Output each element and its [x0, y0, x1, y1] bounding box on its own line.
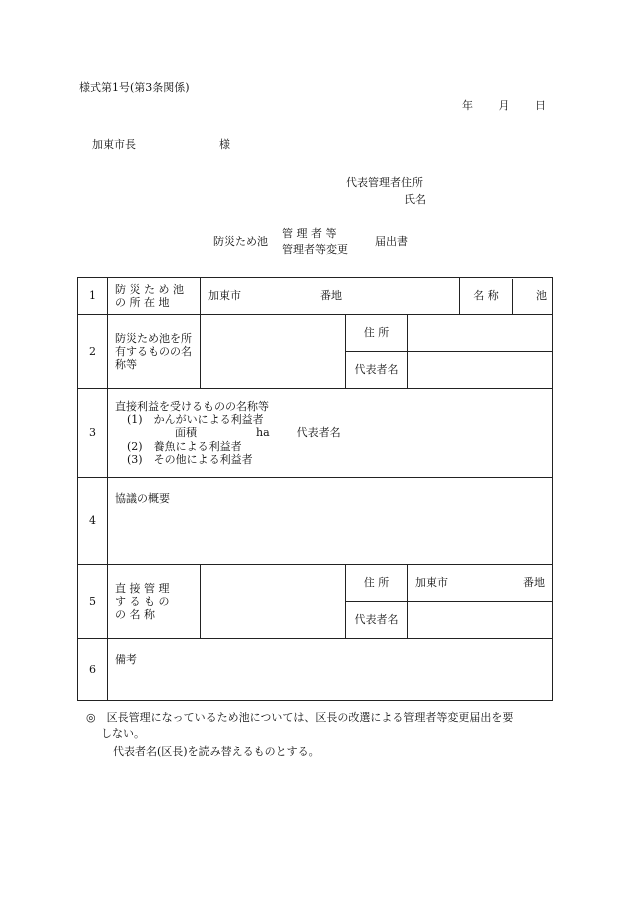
beneficiaries-heading: 直接利益を受けるものの名称等: [115, 400, 269, 414]
city-label: 加東市: [415, 576, 448, 590]
date-month-label: 月: [498, 99, 510, 112]
declaration-table: [77, 277, 553, 701]
owner-label-line2: 有するものの名: [115, 344, 192, 358]
owner-name-value[interactable]: [201, 315, 346, 389]
owner-address-value[interactable]: [408, 315, 553, 352]
submitter-address-label: 代表管理者住所: [346, 176, 423, 189]
row-pond-location: [78, 278, 553, 315]
beneficiary-item-fishery: (2) 養魚による利益者: [127, 439, 242, 453]
row-number: 5: [78, 565, 108, 639]
note-line-1: ◎ 区長管理になっているため池については、区長の改選による管理者等変更届出を要: [86, 711, 514, 724]
pond-name-cell[interactable]: [460, 278, 553, 315]
row-number: 1: [78, 278, 108, 315]
row-consultation: [78, 478, 553, 565]
row-number: 2: [78, 315, 108, 389]
row-number: 6: [78, 639, 108, 701]
owner-label-line1: 防災ため池を所: [115, 331, 192, 345]
title-prefix: 防災ため池: [213, 235, 268, 248]
pond-location-label-line1: 防 災 た め 池: [115, 282, 184, 296]
row-beneficiaries: [78, 389, 553, 478]
banchi-label: 番地: [523, 576, 546, 590]
direct-manager-address-value[interactable]: [408, 565, 553, 602]
row-number: 3: [78, 389, 108, 478]
beneficiary-item-irrigation: (1) かんがいによる利益者: [127, 413, 264, 427]
title-suffix: 届出書: [375, 235, 408, 248]
direct-manager-label: [108, 565, 201, 639]
area-label: 面積: [175, 426, 197, 440]
beneficiary-item-other: (3) その他による利益者: [127, 452, 253, 466]
owner-label: [108, 315, 201, 389]
form-number: 様式第1号(第3条関係): [79, 81, 190, 94]
remarks-cell[interactable]: [108, 639, 553, 701]
title-option-top: [282, 227, 365, 240]
addressee-honorific: 様: [219, 138, 230, 151]
direct-manager-label-line2: す る も の: [115, 594, 170, 608]
row-owner: [78, 315, 553, 352]
owner-rep-value[interactable]: [408, 352, 553, 389]
consultation-heading: 協議の概要: [115, 492, 170, 505]
date-line: [462, 99, 546, 112]
title-option-bottom: 管理者等変更: [282, 243, 348, 257]
consultation-cell[interactable]: [108, 478, 553, 565]
note-line-3: 代表者名(区長)を読み替えるものとする。: [113, 745, 320, 758]
direct-manager-address-label: 住 所: [346, 565, 408, 602]
note-line-2: しない。: [101, 727, 145, 740]
direct-manager-rep-value[interactable]: [408, 602, 553, 639]
city-label: 加東市: [208, 289, 241, 303]
direct-manager-label-line1: 直 接 管 理: [115, 581, 170, 595]
title-option-top-text: 管 理 者 等: [282, 227, 337, 240]
date-year-label: 年: [462, 99, 473, 112]
owner-rep-label: 代表者名: [346, 352, 408, 389]
date-day-label: 日: [535, 99, 546, 112]
direct-manager-rep-label: 代表者名: [346, 602, 408, 639]
pond-location-label: [108, 278, 201, 315]
submitter-name-label: 氏名: [404, 193, 426, 206]
pond-name-label: 名 称: [460, 279, 513, 314]
title-options: [282, 227, 365, 256]
area-rep-label: 代表者名: [296, 426, 341, 440]
owner-address-label: 住 所: [346, 315, 408, 352]
owner-label-line3: 称等: [115, 358, 137, 372]
addressee: 加東市長: [92, 138, 136, 151]
row-direct-manager: [78, 565, 553, 602]
pond-location-label-line2: の 所 在 地: [115, 296, 170, 309]
banchi-label: 番地: [320, 289, 342, 303]
remarks-heading: 備考: [115, 653, 137, 666]
row-number: 4: [78, 478, 108, 565]
area-unit: ha: [256, 426, 270, 440]
pond-location-value[interactable]: [201, 278, 460, 315]
row-remarks: [78, 639, 553, 701]
pond-name-suffix: 池: [536, 289, 548, 303]
direct-manager-label-line3: の 名 称: [115, 608, 155, 622]
beneficiaries-cell[interactable]: [108, 389, 553, 478]
beneficiary-area-line: [115, 426, 545, 439]
direct-manager-name-value[interactable]: [201, 565, 346, 639]
